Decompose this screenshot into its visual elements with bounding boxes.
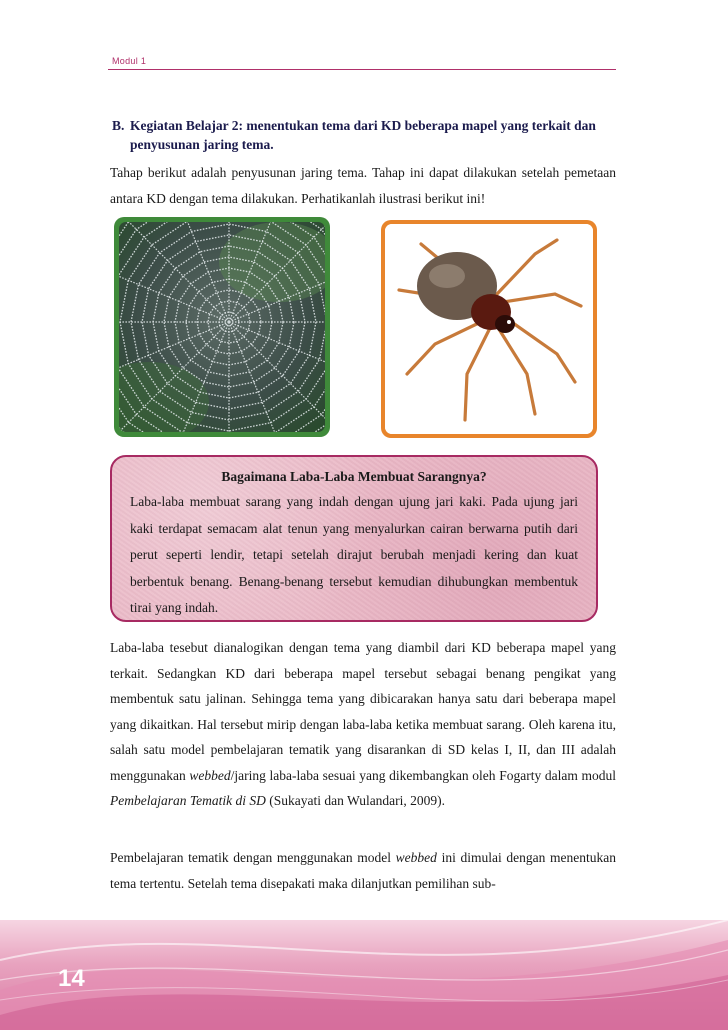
body-p1-italic-webbed: webbed	[189, 767, 231, 783]
body-p2-text-b: ini dimulai dengan menentukan tema tertentu. Setelah tema disepakati maka dilanjutkan pemilihan sub-	[110, 850, 616, 891]
page-number: 14	[58, 965, 85, 992]
running-head: Modul 1	[112, 56, 147, 66]
spider-web-image	[119, 222, 325, 432]
body-p2-italic-webbed: webbed	[395, 850, 437, 865]
footer-band	[0, 920, 728, 1030]
info-box	[110, 455, 598, 622]
section-title-text: Kegiatan Belajar 2: menentukan tema dari KD beberapa mapel yang terkait dan penyusunan jaring tema.	[130, 118, 596, 152]
spider-image	[385, 224, 593, 434]
intro-paragraph: Tahap berikut adalah penyusunan jaring tema. Tahap ini dapat dilakukan setelah pemetaan antara KD dengan tema dilakukan. Perhatikanlah ilustrasi berikut ini!	[110, 165, 616, 206]
body-paragraph-2	[110, 845, 616, 896]
info-box-text: Laba-laba membuat sarang yang indah dengan ujung jari kaki. Pada ujung jari kaki terdapat semacam alat tenun yang menyalurkan cairan berwarna putih dari perut seperti lendir, tetapi setelah dirajut berubah menjadi kering dan kuat berbentuk benang. Benang-benang tersebut kemudian dihubungkan membentuk tirai yang indah.	[130, 494, 578, 615]
section-number: B.	[112, 118, 125, 133]
body-p1-text-c: (Sukayati dan Wulandari, 2009).	[265, 793, 446, 808]
spider-photo	[381, 220, 597, 438]
info-box-title: Bagaimana Laba-Laba Membuat Sarangnya?	[221, 469, 487, 484]
body-p2-text-a: Pembelajaran tematik dengan menggunakan model	[110, 850, 396, 865]
body-paragraph-1	[110, 635, 616, 814]
body-p1-text-a: Laba-laba tesebut dianalogikan dengan tema yang diambil dari KD beberapa mapel yang terkait. Sedangkan KD dari beberapa mapel tersebut sebagai benang pengikat yang membentuk satu jalinan. Sehingga tema yang dibicarakan hanya satu dari beberapa mapel yang dikaitkan. Hal tersebut mirip dengan laba-laba ketika membuat sarang. Oleh karena itu, salah satu model pembelajaran tematik yang disarankan di SD kelas I, II, dan III adalah menggunakan	[110, 640, 616, 783]
spider-web-photo	[114, 217, 330, 437]
body-p1-italic-module-title: Pembelajaran Tematik di SD	[110, 793, 266, 808]
body-p1-text-b: /jaring laba-laba sesuai yang dikembangkan oleh Fogarty dalam modul	[230, 767, 616, 783]
section-heading	[112, 116, 618, 154]
header-rule	[108, 69, 616, 70]
